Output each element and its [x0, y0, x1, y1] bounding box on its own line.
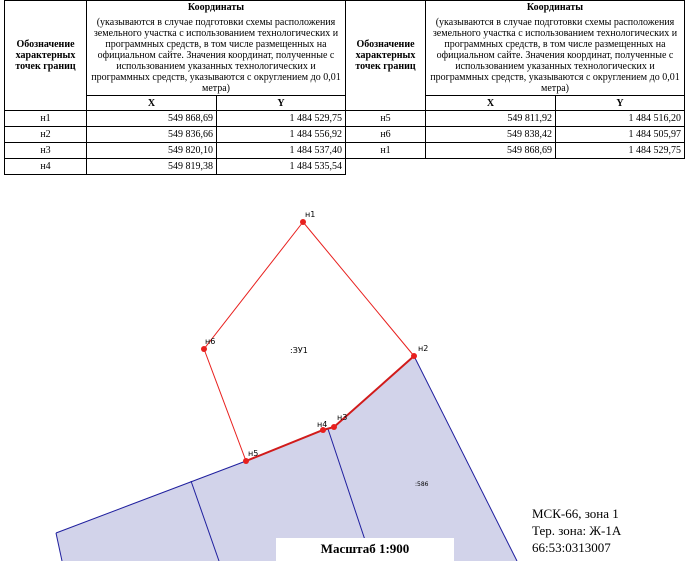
point-marker-n2 — [411, 353, 417, 359]
x-cell: 549 820,10 — [87, 143, 217, 159]
scale-label: Масштаб 1:900 — [276, 538, 454, 561]
point-cell: н5 — [346, 111, 426, 127]
point-marker-n1 — [300, 219, 306, 225]
x-cell: 549 836,66 — [87, 127, 217, 143]
header-coordinates-note: (указываются в случае подготовки схемы расположения земельного участка с использованием технологических и программных средств, в том числе размещенных на официальном сайте. Значения координат, полученные с использованием указанных технологических и программных средств, указываются с округлением до 0,01 метра) — [430, 17, 680, 94]
point-label-n5: н5 — [248, 449, 259, 458]
coordinate-system-label: МСК-66, зона 1 — [532, 506, 619, 521]
y-cell: 1 484 505,97 — [556, 127, 685, 143]
point-cell: н2 — [5, 127, 87, 143]
header-point-designation: Обозначение характерных точек границ — [346, 1, 426, 111]
point-label-n6: н6 — [205, 337, 216, 346]
cadastral-quarter-label: 66:53:0313007 — [532, 540, 611, 555]
header-point-designation: Обозначение характерных точек границ — [5, 1, 87, 111]
territorial-zone-label: Тер. зона: Ж-1А — [532, 523, 622, 538]
point-label-n2: н2 — [418, 344, 429, 353]
y-cell: 1 484 529,75 — [556, 143, 685, 159]
parcel-label: :ЗУ1 — [290, 346, 308, 355]
y-cell: 1 484 535,54 — [217, 159, 346, 175]
point-marker-n5 — [243, 458, 249, 464]
header-y: Y — [217, 96, 346, 111]
header-x: X — [87, 96, 217, 111]
point-cell: н1 — [346, 143, 426, 159]
x-cell: 549 838,42 — [426, 127, 556, 143]
y-cell: 1 484 529,75 — [217, 111, 346, 127]
point-cell: н3 — [5, 143, 87, 159]
x-cell: 549 868,69 — [426, 143, 556, 159]
adjacent-parcel-label: :586 — [415, 481, 429, 488]
header-coordinates-title: Координаты — [187, 2, 245, 13]
y-cell: 1 484 537,40 — [217, 143, 346, 159]
point-label-n1: н1 — [305, 210, 316, 219]
point-cell: н6 — [346, 127, 426, 143]
point-label-n4: н4 — [317, 420, 328, 429]
x-cell: 549 811,92 — [426, 111, 556, 127]
header-coordinates-title: Координаты — [526, 2, 584, 13]
point-marker-n3 — [331, 424, 337, 430]
x-cell: 549 819,38 — [87, 159, 217, 175]
x-cell: 549 868,69 — [87, 111, 217, 127]
y-cell: 1 484 516,20 — [556, 111, 685, 127]
y-cell: 1 484 556,92 — [217, 127, 346, 143]
adjacent-parcel — [56, 356, 517, 561]
point-marker-n6 — [201, 346, 207, 352]
header-y: Y — [556, 96, 685, 111]
header-x: X — [426, 96, 556, 111]
point-label-n3: н3 — [337, 413, 348, 422]
point-cell: н4 — [5, 159, 87, 175]
header-coordinates-note: (указываются в случае подготовки схемы расположения земельного участка с использованием технологических и программных средств, в том числе размещенных на официальном сайте. Значения координат, полученные с использованием указанных технологических и программных средств, указываются с округлением до 0,01 метра) — [91, 17, 341, 94]
point-cell: н1 — [5, 111, 87, 127]
